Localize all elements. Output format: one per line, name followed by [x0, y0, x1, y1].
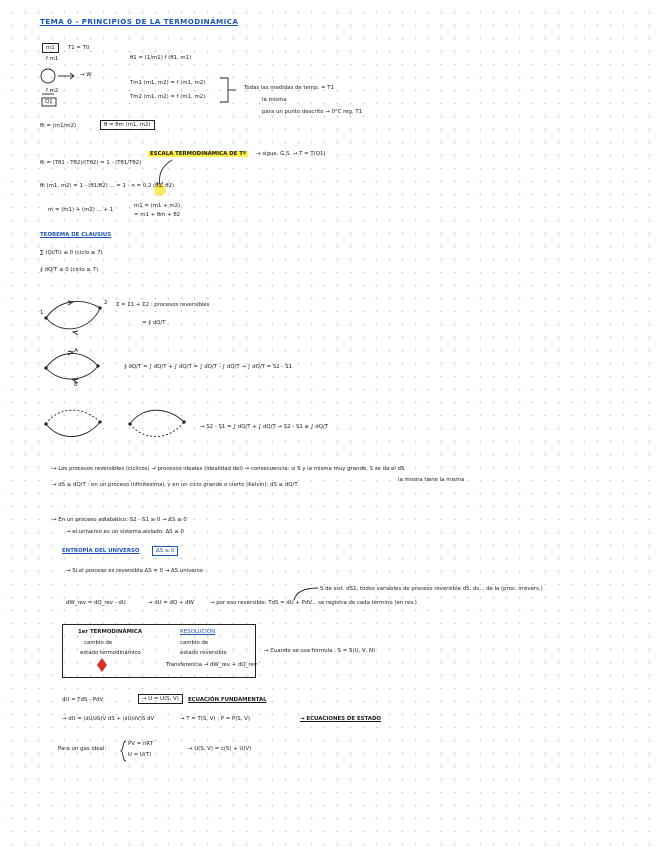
- box-col2-line-1: cambio de: [180, 640, 209, 646]
- state-eq-left: → dU = (∂U/∂S)V dS + (∂U/∂V)S dV: [62, 716, 155, 722]
- entropy-heading-box: ΔS ≥ 0: [152, 546, 178, 556]
- eq-row3-left: m = (m1) + (m2) ... + 1: [48, 207, 114, 213]
- curve3-equation: → S2 - S1 = ∫ dQ/T + ∫ dQ/T → S2 - S1 ≥ ∫ dQ/T: [200, 424, 329, 430]
- state-box: m1: [42, 43, 59, 53]
- eq-row2: θi (m1, m2) = 1 - (θ1/θ2) ... = 1 - n = 0,2 (θ1, θ2): [40, 183, 175, 189]
- weight-label: f m2: [46, 88, 59, 94]
- clausius-ineq-1: ∑ (Qi/Ti) ≤ 0 (ciclo ≥ 7): [40, 250, 103, 256]
- ideal-gas-brace-2: U = U(T): [128, 752, 152, 758]
- clausius-ineq-2: ∮ dQ/T ≤ 0 (ciclo ≥ 7): [40, 267, 99, 273]
- cycle-diagram-3a: [40, 404, 110, 446]
- brace-note-2: la misma: [262, 97, 287, 103]
- reversible-line-1: → Los procesos reversibles (cíclicos) → procesos ideales (idealidad del) → consecuencia: si S y la misma muy grande, S se da el dS: [52, 466, 405, 472]
- engine-circle-icon: [41, 69, 55, 83]
- adiabatic-line: → En un proceso adiabático: S2 - S1 ≥ 0 → ΔS ≥ 0: [52, 517, 187, 523]
- box-col2-title: RESOLUCIÓN: [180, 629, 216, 635]
- reversible-line-2: → dS ≥ dQ/T : en un proceso infinitesimal, y en un ciclo grande o cierto (Kelvin): dS ≥ dQ/T: [52, 482, 298, 488]
- state-relation: T1 = T0: [68, 45, 90, 51]
- box-col1-line-2: estado termodinámico: [80, 650, 141, 656]
- box-col2-line-3: Transferencia → dW_rev + dQ_rev: [166, 662, 257, 668]
- eq-row1-left: θi = (Tθ1 - Tθ2)/(Tθ2) = 1 - (Tθ1/Tθ2): [40, 160, 142, 166]
- cycle-diagram-3b: [124, 404, 194, 446]
- eq-row3-right-2: = m1 + θm + θ2: [134, 212, 181, 218]
- cycle-diagram-1: [40, 298, 110, 340]
- curved-note: S de sist. dS1, todos variables de proceso reversible dS; ds... de la (proc. irrevers.): [320, 586, 543, 592]
- entropy-line-1: → Si el proceso es reversible ΔS = 0 → ΔS universo: [66, 568, 203, 574]
- reservoir-label: Q1: [45, 99, 53, 105]
- eq-row3-right-1: m1 = (m1 + m2): [134, 203, 181, 209]
- curve2-label-b: B: [74, 382, 78, 388]
- curve1-point-2: 2: [104, 300, 108, 306]
- curve1-sub: = ∮ dQ/T: [142, 320, 166, 326]
- stirring-label: f m1: [46, 56, 59, 62]
- curve1-point-1: 1: [40, 310, 44, 316]
- ideal-gas-right: → U(S, V) = c(S) + U(V): [188, 746, 252, 752]
- fundamental-right: ECUACIÓN FUNDAMENTAL: [188, 697, 267, 703]
- entropy-heading: ENTROPÍA DEL UNIVERSO: [62, 548, 140, 554]
- boxed-equation: θ = θm (m1, m2): [100, 120, 155, 130]
- ideal-gas-left: Para un gas ideal:: [58, 746, 107, 752]
- box-col2-line-2: estado reversible: [180, 650, 227, 656]
- curve1-equation: Σ = Σ1 + Σ2 : procesos reversibles: [116, 302, 210, 308]
- curve2-label-a: A: [74, 348, 78, 354]
- highlight-arrow: → sigue. G.S. → T = T(Q1): [256, 151, 326, 157]
- brace-note-3: para un punto descrito → 0°C reg. T1: [262, 109, 363, 115]
- eq-theta: θ1 = (1/m1) f (θ1, m1): [130, 55, 192, 61]
- reversible-line-1-note: la misma tiene la misma: [398, 477, 465, 483]
- fundamental-left: dU = TdS - PdV: [62, 697, 104, 703]
- state-eq-mid: → T = T(S, V) ; P = P(S, V): [180, 716, 250, 722]
- state-eq-right: → ECUACIONES DE ESTADO: [300, 716, 381, 722]
- page-title: TEMA 0 - PRINCIPIOS DE LA TERMODINÁMICA: [40, 17, 239, 26]
- box-title: 1er TERMODINÁMICA: [78, 629, 143, 635]
- highlight-label: ESCALA TERMODINÁMICA DE Tª: [150, 151, 246, 157]
- eq-brace-b: Tm2 (m1, m2) = f (m1, m2): [130, 94, 206, 100]
- ideal-gas-brace: [120, 740, 128, 762]
- ideal-gas-brace-1: PV = nRT: [128, 741, 153, 747]
- box-col1-line-1: cambio de: [84, 640, 113, 646]
- box-right-note: → Cuando se usa fórmula : S = S(U, V, N): [264, 648, 376, 654]
- entropy-line-2-right: → por eso reversible: TdS = dU + PdV... se registra de cada término (en rev.): [210, 600, 417, 606]
- curved-arrow-sketch: [150, 158, 180, 198]
- adiabatic-sub: → el universo es un sistema aislado: ΔS ≥ 0: [66, 529, 184, 535]
- eq-ratio: θi = (m1/m2): [40, 123, 77, 129]
- flow-arrow-label: → W: [80, 72, 92, 78]
- clausius-heading: TEOREMA DE CLAUSIUS: [40, 232, 112, 238]
- red-marker-icon: [96, 658, 108, 672]
- eq-brace-a: Tm1 (m1, m2) = f (m1, m2): [130, 80, 206, 86]
- brace-note-1: Todas las medidas de temp. = T1: [244, 85, 334, 91]
- fundamental-mid: → U = U(S, V): [138, 694, 183, 704]
- entropy-line-2-mid: → dU = đQ + đW: [148, 600, 194, 606]
- curve2-equation: ∮ dQ/T = ∫ dQ/T + ∫ dQ/T = ∫ dQ/T - ∫ dQ/T → ∫ dQ/T = S2 - S1: [124, 364, 292, 370]
- brace-sketch: [218, 76, 238, 106]
- entropy-line-2-left: dW_rev = dQ_rev - dU: [66, 600, 126, 606]
